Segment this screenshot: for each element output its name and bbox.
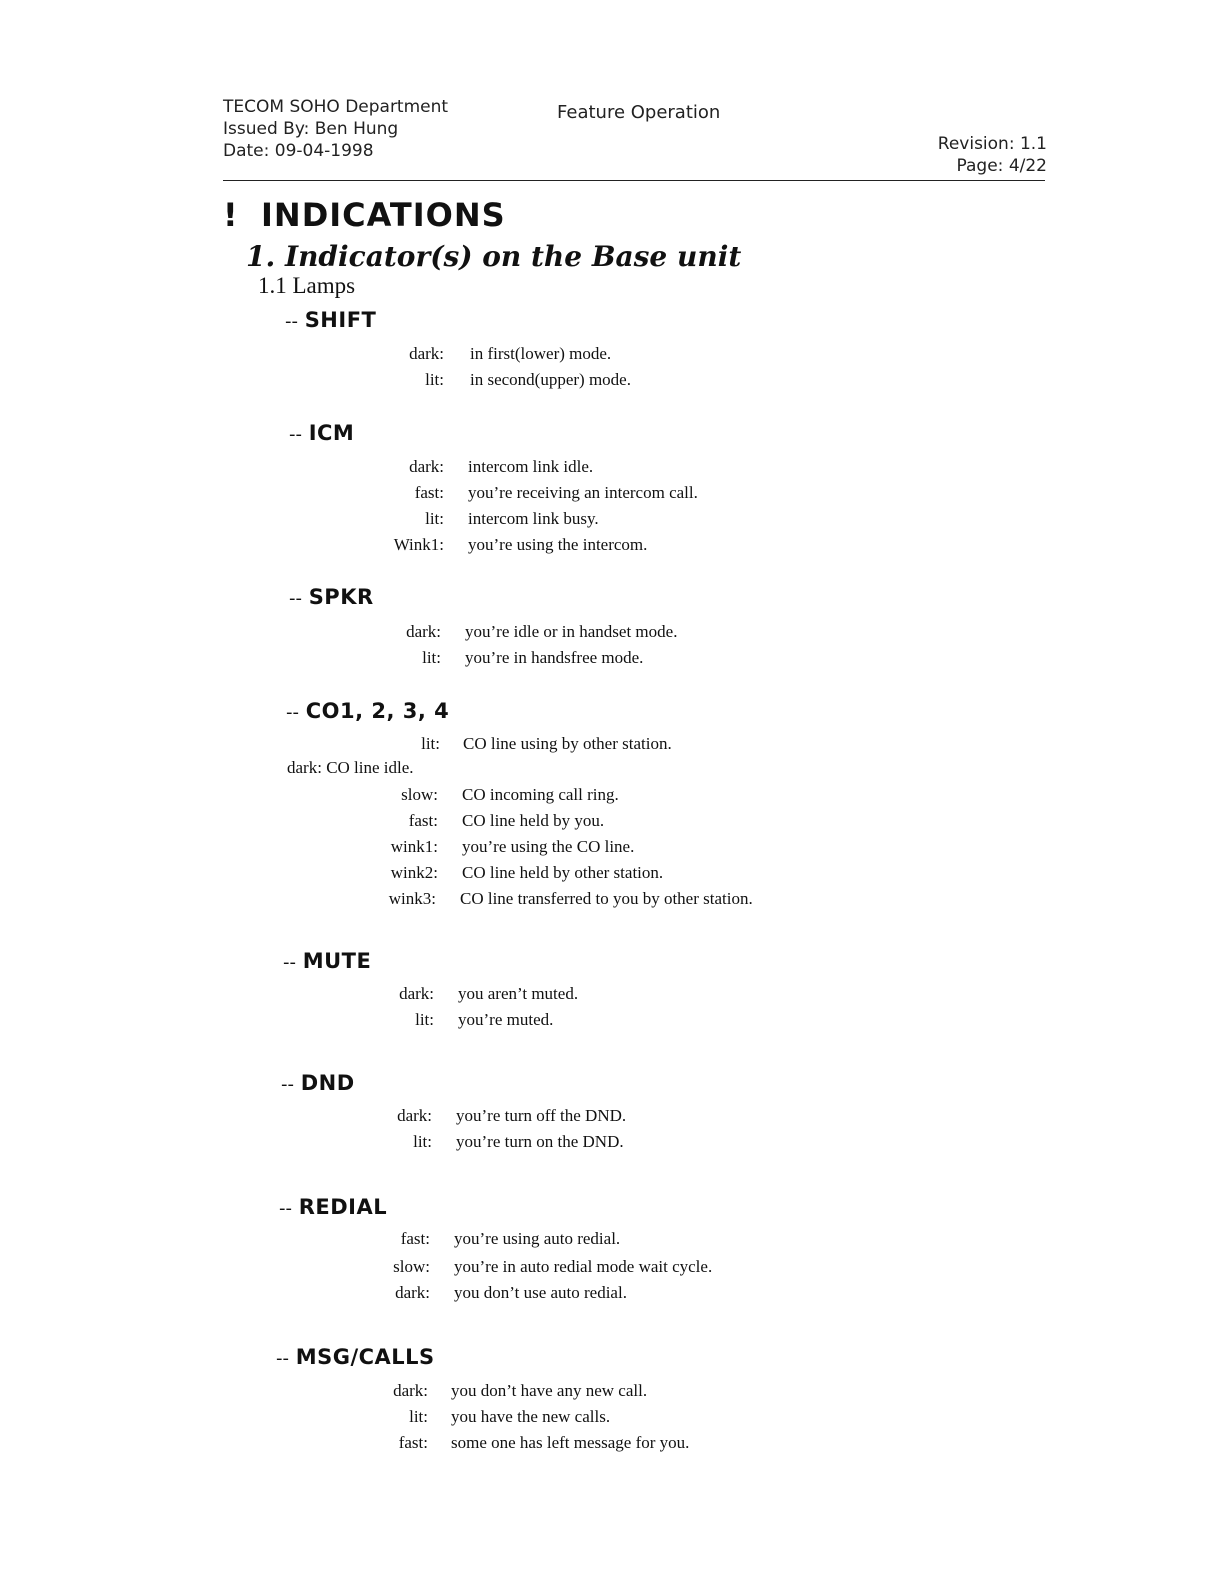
lamp-state-key: slow: [393, 1257, 430, 1276]
section-title-text: INDICATIONS [261, 196, 506, 234]
header-divider [223, 180, 1045, 181]
lamp-state-desc: you’re using the CO line. [462, 837, 635, 856]
lamp-state-desc: CO line held by other station. [462, 863, 664, 882]
lamp-name: DND [300, 1071, 355, 1095]
lamp-state-desc: CO line transferred to you by other station. [460, 889, 753, 908]
lamp-state-desc: you aren’t muted. [458, 984, 579, 1003]
header-right-block [938, 133, 1047, 177]
lamp-state-key: dark: [287, 758, 322, 777]
lamp-state-key: fast: [414, 483, 444, 502]
lamp-name: CO1, 2, 3, 4 [305, 699, 450, 723]
lamp-name: SHIFT [304, 308, 377, 332]
lamp-state-key: fast: [400, 1229, 430, 1248]
lamp-state-desc: you’re using auto redial. [454, 1229, 621, 1248]
lamp-name: ICM [308, 421, 355, 445]
lamp-heading-mute [283, 949, 371, 973]
lamp-state-key: Wink1: [393, 535, 444, 554]
lamp-state-key: slow: [401, 785, 438, 804]
lamp-heading-msg-calls [276, 1345, 435, 1369]
lamp-heading-co-lines [286, 699, 449, 723]
lamp-heading-spkr [289, 585, 374, 609]
header-page-number: Page: 4/22 [956, 156, 1047, 176]
lamp-dash: -- [289, 424, 302, 445]
lamp-state-key: lit: [425, 370, 444, 389]
header-date: Date: 09-04-1998 [223, 141, 374, 161]
lamp-heading-redial [279, 1195, 387, 1219]
lamp-state-key: lit: [422, 648, 441, 667]
lamp-dash: -- [285, 311, 298, 332]
lamp-state-key: lit: [413, 1132, 432, 1151]
lamp-state-key: dark: [399, 984, 434, 1003]
lamp-state-key: lit: [425, 509, 444, 528]
lamp-dash: -- [286, 702, 299, 723]
lamp-state-desc: CO line using by other station. [463, 734, 672, 753]
lamp-dash: -- [283, 952, 296, 973]
lamp-name: SPKR [308, 585, 374, 609]
lamp-state-desc: in second(upper) mode. [470, 370, 631, 389]
lamp-state-key: lit: [409, 1407, 428, 1426]
section-title [223, 196, 506, 234]
lamp-dash: -- [281, 1074, 294, 1095]
lamp-name: REDIAL [298, 1195, 388, 1219]
header-revision: Revision: 1.1 [937, 134, 1047, 154]
lamp-state-key: dark: [409, 344, 444, 363]
lamp-heading-dnd [281, 1071, 355, 1095]
lamp-state-desc: in first(lower) mode. [470, 344, 612, 363]
lamp-state-desc: CO line held by you. [462, 811, 605, 830]
section-bullet: ! [223, 196, 239, 234]
lamp-state-key: lit: [421, 734, 440, 753]
lamp-state-desc: you’re idle or in handset mode. [465, 622, 678, 641]
lamp-name: MUTE [302, 949, 372, 973]
lamp-state-desc: you’re turn on the DND. [456, 1132, 624, 1151]
lamp-state-desc: you’re receiving an intercom call. [468, 483, 698, 502]
lamp-state-key: fast: [398, 1433, 428, 1452]
lamp-state-key: wink2: [390, 863, 438, 882]
lamp-state-desc: you’re in handsfree mode. [465, 648, 644, 667]
header-center-title: Feature Operation [557, 102, 721, 123]
lamp-state-key: dark: [397, 1106, 432, 1125]
lamp-state-desc: you don’t use auto redial. [454, 1283, 627, 1302]
lamp-state-desc: you don’t have any new call. [451, 1381, 648, 1400]
lamp-state-desc: CO line idle. [326, 758, 414, 777]
lamp-state-key: fast: [408, 811, 438, 830]
header-issued-by: Issued By: Ben Hung [223, 119, 399, 139]
lamp-state-desc: intercom link busy. [468, 509, 599, 528]
lamp-state-key: dark: [409, 457, 444, 476]
lamp-state-key: dark: [395, 1283, 430, 1302]
lamp-state-key: dark: [393, 1381, 428, 1400]
header-left-block [223, 96, 448, 162]
lamp-heading-icm [289, 421, 354, 445]
lamp-state-desc: you’re muted. [458, 1010, 554, 1029]
lamp-state-desc: you’re turn off the DND. [456, 1106, 627, 1125]
lamp-dash: -- [276, 1348, 289, 1369]
lamp-state-desc: you have the new calls. [451, 1407, 611, 1426]
lamp-dash: -- [279, 1198, 292, 1219]
lamp-state-desc: CO incoming call ring. [462, 785, 619, 804]
lamp-state-row-inline [287, 758, 414, 778]
lamp-heading-shift [285, 308, 376, 332]
lamp-state-desc: intercom link idle. [468, 457, 594, 476]
lamp-state-desc: some one has left message for you. [451, 1433, 690, 1452]
lamp-dash: -- [289, 588, 302, 609]
subsection-title: 1. Indicator(s) on the Base unit [246, 240, 742, 273]
header-department: TECOM SOHO Department [223, 97, 449, 117]
lamp-state-key: lit: [415, 1010, 434, 1029]
lamp-state-desc: you’re using the intercom. [468, 535, 648, 554]
lamp-state-key: wink3: [388, 889, 436, 908]
subsubsection-title: 1.1 Lamps [258, 273, 356, 298]
lamp-state-key: dark: [406, 622, 441, 641]
lamp-state-key: wink1: [390, 837, 438, 856]
lamp-name: MSG/CALLS [295, 1345, 435, 1369]
lamp-state-desc: you’re in auto redial mode wait cycle. [454, 1257, 713, 1276]
